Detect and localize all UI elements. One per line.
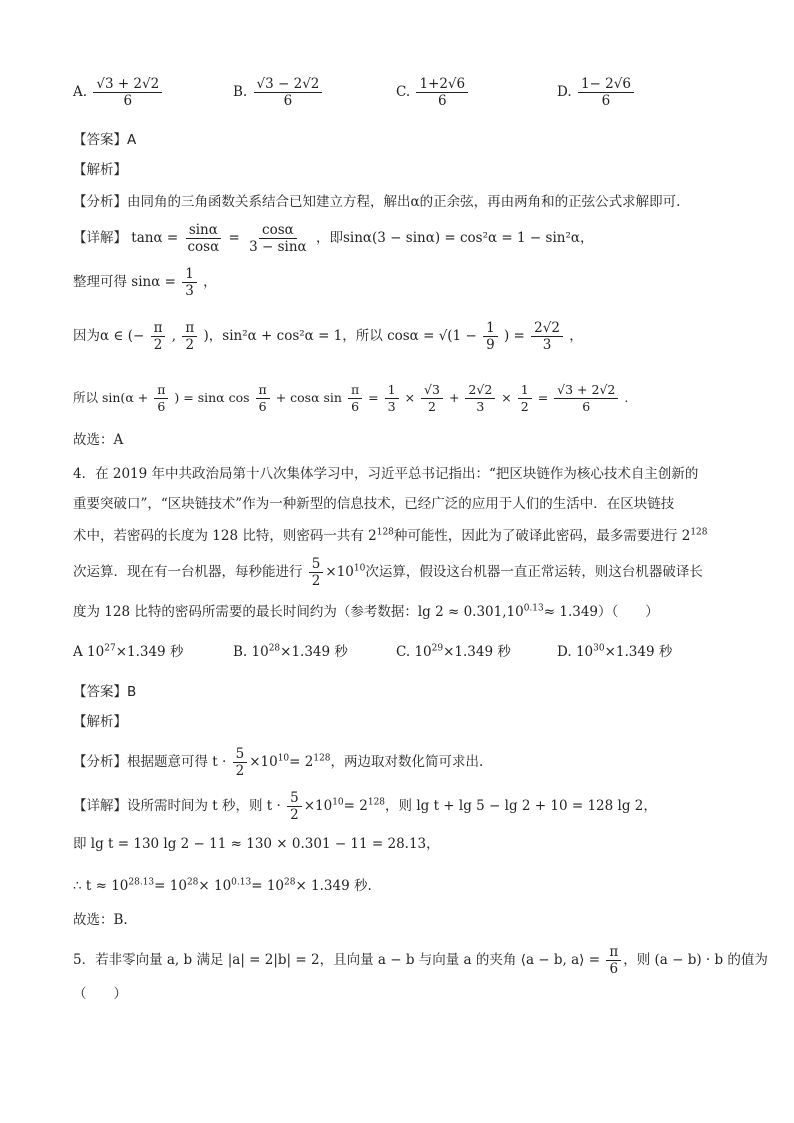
q4-option-b bbox=[233, 640, 348, 660]
option-letter: C. bbox=[396, 84, 411, 100]
frac-num: 1 bbox=[385, 382, 399, 399]
text: ×10 bbox=[249, 754, 278, 770]
superscript: 0.13 bbox=[231, 877, 252, 888]
math-text: ) = sinα cos bbox=[174, 390, 250, 405]
q4-fenxi bbox=[73, 746, 483, 779]
text: ×10 bbox=[303, 798, 333, 814]
fraction bbox=[287, 790, 302, 823]
option-letter: C. bbox=[396, 644, 411, 660]
superscript: 10 bbox=[277, 753, 290, 764]
q4-option-a bbox=[73, 640, 183, 660]
frac-num: 1 bbox=[483, 320, 498, 337]
math-text: ，即sinα(3 − sinα) = cos²α = 1 − sin²α， bbox=[315, 230, 594, 246]
text: 术中，若密码的长度为 128 比特，则密码一共有 2 bbox=[73, 528, 377, 544]
option-letter: D. bbox=[557, 84, 572, 100]
superscript: 28.13 bbox=[128, 877, 155, 888]
q3-choose: 故选：A bbox=[73, 432, 124, 448]
q4-analysis-heading: 【解析】 bbox=[73, 714, 127, 730]
option-fraction bbox=[416, 76, 468, 109]
fenxi-tag: 【分析】 bbox=[73, 194, 127, 210]
frac-den: 6 bbox=[609, 961, 619, 977]
superscript: 0.13 bbox=[523, 603, 544, 614]
fraction bbox=[246, 222, 310, 255]
text: × 1.349 秒. bbox=[295, 878, 372, 894]
q4-option-d bbox=[557, 640, 672, 660]
math-text: 因为α ∈ (− bbox=[73, 328, 145, 344]
q3-analysis-heading: 【解析】 bbox=[73, 162, 127, 178]
option-base: 10 bbox=[87, 644, 105, 660]
option-fraction bbox=[578, 76, 634, 109]
frac-den: 3 − sinα bbox=[249, 239, 307, 255]
fraction bbox=[233, 746, 248, 779]
text: ×10 bbox=[325, 564, 354, 580]
fraction bbox=[154, 382, 168, 415]
text: 根据题意可得 t · bbox=[127, 754, 227, 770]
q4-detail-line2: 即 lg t = 130 lg 2 − 11 ≈ 130 × 0.301 − 11 = 28.13， bbox=[73, 836, 440, 852]
frac-num: 1 bbox=[518, 382, 532, 399]
option-rest: ×1.349 秒 bbox=[115, 644, 184, 660]
frac-num: 1− 2√6 bbox=[578, 76, 634, 93]
option-base: 10 bbox=[575, 644, 594, 660]
fraction bbox=[531, 320, 563, 353]
q4-stem-line3 bbox=[73, 526, 708, 546]
frac-num: √3 − 2√2 bbox=[254, 76, 323, 93]
option-base: 10 bbox=[251, 644, 269, 660]
superscript: 10 bbox=[332, 797, 344, 808]
frac-den: 6 bbox=[582, 399, 591, 414]
frac-den: 6 bbox=[258, 399, 267, 414]
frac-den: 9 bbox=[486, 337, 495, 353]
frac-num: √3 + 2√2 bbox=[554, 382, 618, 399]
frac-num: cosα bbox=[259, 222, 297, 239]
q5-stem-line1 bbox=[73, 944, 768, 977]
text: ，两边取对数化简可求出. bbox=[330, 754, 484, 770]
q3-option-c bbox=[396, 76, 470, 109]
fraction bbox=[465, 382, 495, 415]
fraction bbox=[483, 320, 498, 353]
frac-num: 5 bbox=[287, 790, 302, 807]
frac-den: 6 bbox=[601, 93, 611, 109]
q4-detail-line3 bbox=[73, 876, 372, 896]
fraction bbox=[385, 382, 399, 415]
frac-num: π bbox=[182, 320, 197, 337]
text: 次运算．现在有一台机器，每秒能进行 bbox=[73, 564, 303, 580]
frac-den: cosα bbox=[187, 239, 220, 255]
option-letter: A bbox=[73, 644, 83, 660]
math-text: ， bbox=[569, 328, 583, 344]
q4-stem-line5 bbox=[73, 602, 659, 622]
frac-den: 2 bbox=[311, 573, 321, 589]
fenxi-tag: 【分析】 bbox=[73, 754, 127, 770]
xiangjie-tag: 【详解】 bbox=[73, 230, 127, 246]
math-text: = bbox=[228, 230, 240, 246]
q4-stem-line4 bbox=[73, 556, 703, 589]
q4-stem-line2: 重要突破口”，“区块链技术”作为一种新型的信息技术，已经广泛的应用于人们的生活中．在区块链技 bbox=[73, 496, 675, 512]
q4-stem-line1: 4．在 2019 年中共政治局第十八次集体学习中，习近平总书记指出：“把区块链作为核心技术自主创新的 bbox=[73, 466, 699, 482]
text: = 10 bbox=[251, 878, 284, 894]
text: = 10 bbox=[154, 878, 187, 894]
math-text: ， bbox=[203, 274, 217, 290]
text: 5．若非零向量 a, b 满足 |a| = 2|b| = 2，且向量 a − b 与向量 a 的夹角 ⟨a − b, a⟩ = bbox=[73, 952, 601, 968]
text: 度为 128 比特的密码所需要的最长时间约为（参考数据：lg 2 ≈ 0.301,10 bbox=[73, 604, 524, 620]
frac-num: 1 bbox=[182, 266, 197, 283]
option-exp: 30 bbox=[593, 643, 605, 654]
frac-den: 6 bbox=[283, 93, 293, 109]
text: = 2 bbox=[289, 754, 314, 770]
option-letter: B. bbox=[233, 84, 248, 100]
superscript: 128 bbox=[367, 797, 386, 808]
option-rest: ×1.349 秒 bbox=[604, 644, 673, 660]
superscript: 10 bbox=[353, 563, 366, 574]
frac-num: 5 bbox=[233, 746, 248, 763]
math-text: + cosα sin bbox=[275, 390, 342, 405]
frac-num: π bbox=[606, 944, 621, 961]
frac-num: 2√2 bbox=[465, 382, 495, 399]
fraction bbox=[518, 382, 532, 415]
q4-choose: 故选：B. bbox=[73, 912, 128, 928]
q3-option-b bbox=[233, 76, 324, 109]
frac-den: 3 bbox=[185, 283, 194, 299]
fraction bbox=[348, 382, 362, 415]
q4-answer: 【答案】B bbox=[73, 684, 137, 700]
superscript: 28 bbox=[186, 877, 199, 888]
frac-den: 6 bbox=[351, 399, 360, 414]
fraction bbox=[151, 320, 166, 353]
q5-stem-line2: （ ） bbox=[73, 986, 127, 1002]
q3-answer: 【答案】A bbox=[73, 132, 137, 148]
frac-num: √3 bbox=[421, 382, 443, 399]
frac-num: sinα bbox=[186, 222, 221, 239]
q4-detail-line1 bbox=[73, 790, 657, 823]
superscript: 128 bbox=[313, 753, 331, 764]
xiangjie-tag: 【详解】 bbox=[73, 798, 127, 814]
frac-den: 2 bbox=[428, 399, 436, 414]
frac-den: 6 bbox=[123, 93, 133, 109]
frac-den: 3 bbox=[387, 399, 396, 414]
text: 种可能性，因此为了破译此密码，最多需要进行 2 bbox=[393, 528, 691, 544]
q3-detail-line4 bbox=[73, 382, 628, 415]
text: 次运算，假设这台机器一直正常运转，则这台机器破译长 bbox=[365, 564, 703, 580]
text: ≈ 1.349）（ ） bbox=[543, 604, 659, 620]
option-exp: 29 bbox=[431, 643, 444, 654]
frac-den: 2 bbox=[290, 807, 299, 823]
superscript: 28 bbox=[284, 877, 296, 888]
option-rest: ×1.349 秒 bbox=[443, 644, 511, 660]
q3-option-d bbox=[557, 76, 636, 109]
frac-den: 2 bbox=[235, 763, 245, 779]
option-exp: 28 bbox=[268, 643, 281, 654]
frac-den: 2 bbox=[153, 337, 163, 353]
fraction bbox=[554, 382, 618, 415]
q3-detail-line2 bbox=[73, 266, 217, 299]
q3-detail-line1 bbox=[73, 222, 593, 255]
math-text: 整理可得 sinα = bbox=[73, 274, 176, 290]
frac-den: 2 bbox=[185, 337, 195, 353]
frac-num: π bbox=[151, 320, 166, 337]
text: ，则 (a − b) · b 的值为 bbox=[623, 952, 768, 968]
frac-num: π bbox=[348, 382, 362, 399]
option-rest: ×1.349 秒 bbox=[280, 644, 348, 660]
option-letter: B. bbox=[233, 644, 248, 660]
option-base: 10 bbox=[414, 644, 432, 660]
frac-num: √3 + 2√2 bbox=[93, 76, 162, 93]
option-fraction bbox=[254, 76, 323, 109]
math-text: × bbox=[404, 390, 416, 405]
math-text: tanα = bbox=[131, 230, 179, 246]
q3-option-a bbox=[73, 76, 164, 109]
option-fraction bbox=[93, 76, 162, 109]
math-text: )，sin²α + cos²α = 1，所以 cosα = √(1 − bbox=[203, 328, 477, 344]
frac-num: 5 bbox=[309, 556, 324, 573]
frac-den: 6 bbox=[157, 399, 166, 414]
frac-den: 3 bbox=[542, 337, 552, 353]
fraction bbox=[182, 320, 197, 353]
frac-den: 6 bbox=[437, 93, 447, 109]
frac-den: 2 bbox=[520, 399, 529, 414]
math-text: × bbox=[501, 390, 512, 405]
text: × 10 bbox=[198, 878, 232, 894]
fraction bbox=[184, 222, 222, 255]
math-text: ) = bbox=[503, 328, 525, 344]
frac-num: π bbox=[256, 382, 270, 399]
text: ∴ t ≈ 10 bbox=[73, 878, 129, 894]
frac-num: 2√2 bbox=[531, 320, 563, 337]
superscript: 128 bbox=[690, 527, 708, 538]
math-text: . bbox=[624, 390, 629, 405]
option-letter: A. bbox=[73, 84, 88, 100]
fraction bbox=[256, 382, 270, 415]
math-text: , bbox=[171, 328, 177, 344]
frac-num: 1+2√6 bbox=[416, 76, 468, 93]
frac-num: π bbox=[154, 382, 168, 399]
math-text: = bbox=[368, 390, 379, 405]
q3-fenxi bbox=[73, 192, 680, 212]
superscript: 128 bbox=[376, 527, 394, 538]
option-letter: D. bbox=[557, 644, 572, 660]
fraction bbox=[182, 266, 197, 299]
math-text: 所以 sin(α + bbox=[73, 390, 149, 405]
text: 设所需时间为 t 秒，则 t · bbox=[127, 798, 281, 814]
math-text: = bbox=[537, 390, 549, 405]
text: ，则 lg t + lg 5 − lg 2 + 10 = 128 lg 2， bbox=[385, 798, 657, 814]
q3-detail-line3 bbox=[73, 320, 583, 353]
q4-option-c bbox=[396, 640, 511, 660]
fraction bbox=[606, 944, 621, 977]
fenxi-text: 由同角的三角函数关系结合已知建立方程，解出α的正余弦，再由两角和的正弦公式求解即可. bbox=[127, 194, 681, 210]
text: = 2 bbox=[343, 798, 368, 814]
frac-den: 3 bbox=[476, 399, 485, 414]
fraction bbox=[421, 382, 443, 415]
math-text: + bbox=[448, 390, 460, 405]
fraction bbox=[309, 556, 324, 589]
option-exp: 27 bbox=[104, 643, 116, 654]
